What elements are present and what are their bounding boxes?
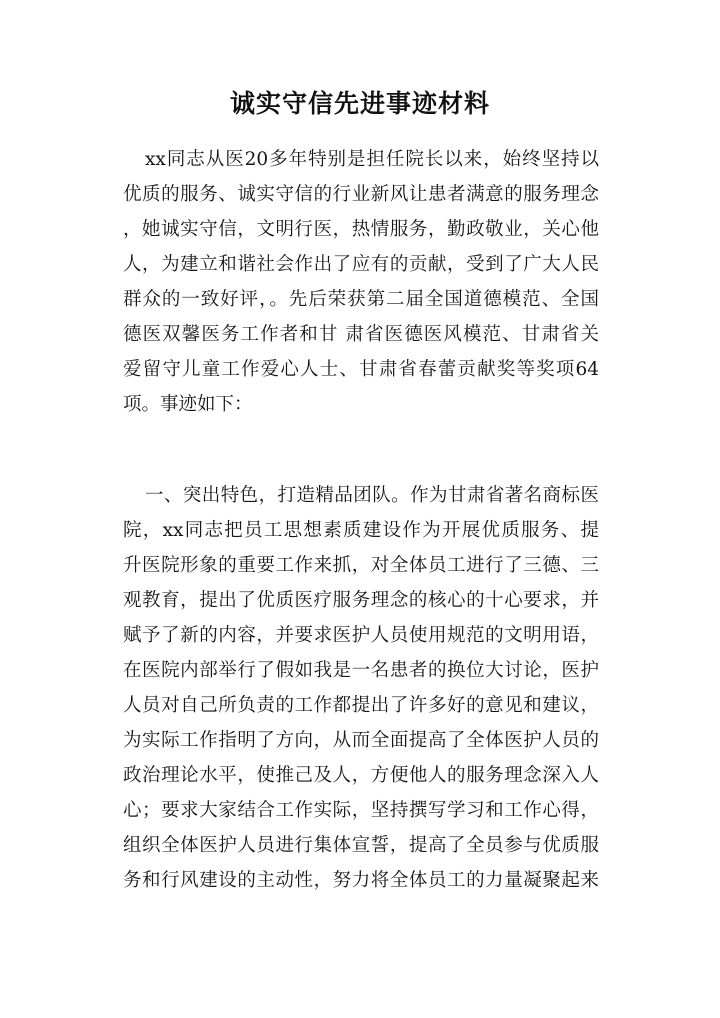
paragraph-1-line-1: xx同志从医20多年特别是担任院长以来，始终坚持以 — [145, 149, 599, 170]
paragraph-1-line-6: 德医双馨医务工作者和甘 肃省医德医风模范、甘肃省关 — [123, 324, 599, 345]
paragraph-2-line-12: 务和行风建设的主动性，努力将全体员工的力量凝聚起来 — [123, 870, 599, 891]
paragraph-1-line-2: 优质的服务、诚实守信的行业新风让患者满意的服务理念 — [123, 184, 599, 205]
paragraph-2-line-9: 政治理论水平，使推己及人，方便他人的服务理念深入人 — [123, 765, 599, 786]
paragraph-2-line-2: 院，xx同志把员工思想素质建设作为开展优质服务、提 — [123, 520, 599, 541]
paragraph-2-line-6: 在医院内部举行了假如我是一名患者的换位大讨论，医护 — [123, 660, 599, 681]
paragraph-2-line-8: 为实际工作指明了方向，从而全面提高了全体医护人员的 — [123, 730, 599, 751]
paragraph-2-line-1: 一、突出特色，打造精品团队。作为甘肃省著名商标医 — [145, 485, 599, 506]
paragraph-2-line-11: 组织全体医护人员进行集体宣誓，提高了全员参与优质服 — [123, 835, 599, 856]
paragraph-2-line-3: 升医院形象的重要工作来抓，对全体员工进行了三德、三 — [123, 555, 599, 576]
paragraph-1-line-4: 人，为建立和谐社会作出了应有的贡献，受到了广大人民 — [123, 254, 599, 275]
paragraph-1-line-8: 项。事迹如下： — [123, 394, 253, 415]
document-title: 诚实守信先进事迹材料 — [229, 89, 490, 118]
paragraph-2-line-10: 心；要求大家结合工作实际，坚持撰写学习和工作心得， — [123, 800, 599, 821]
paragraph-1-line-3: ，她诚实守信，文明行医，热情服务，勤政敬业，关心他 — [123, 219, 599, 240]
paragraph-2-line-7: 人员对自己所负责的工作都提出了许多好的意见和建议， — [123, 695, 599, 716]
paragraph-2-line-5: 赋予了新的内容，并要求医护人员使用规范的文明用语， — [123, 625, 599, 646]
paragraph-2-line-4: 观教育，提出了优质医疗服务理念的核心的十心要求，并 — [123, 590, 599, 611]
paragraph-1-line-7: 爱留守儿童工作爱心人士、甘肃省春蕾贡献奖等奖项64 — [123, 359, 599, 380]
paragraph-1-line-5: 群众的一致好评，。先后荣获第二届全国道德模范、全国 — [123, 289, 599, 310]
